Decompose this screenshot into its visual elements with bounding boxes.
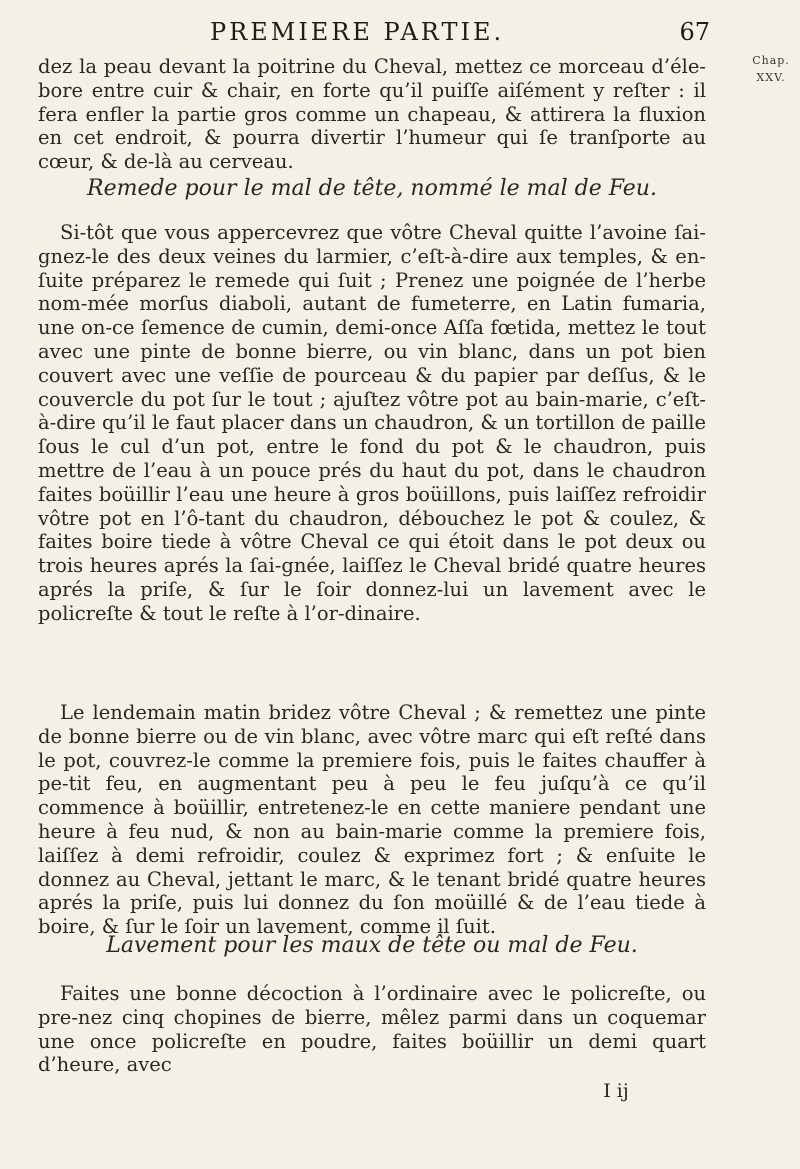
- margin-note-chapter: Chap.: [752, 54, 790, 67]
- paragraph-next-day: Le lendemain matin bridez vôtre Cheval ; & remettez une pinte de bonne bierre ou de vin blanc, avec vôtre marc qui eſt reſté dans le pot, couvrez-le comme la premiere fois, puis le faites chauffer à pe-tit feu, en augmentant peu à peu le feu juſqu’à ce qu’il commence à boüillir, entretenez-le en cette maniere pendant une heure à feu nud, & non au bain-marie comme la premiere fois, laiſſez à demi refroidir, coulez & exprimez fort ; & enſuite le donnez au Cheval, jettant le marc, & le tenant bridé quatre heures aprés la priſe, puis lui donnez du ſon moüillé & de l’eau tiede à boire, & ſur le ſoir un lavement, comme il ſuit.: [38, 701, 706, 939]
- heading-lavement: Lavement pour les maux de tête ou mal de Feu.: [106, 933, 638, 958]
- paragraph-intro: dez la peau devant la poitrine du Cheval, mettez ce morceau d’éle-bore entre cuir & chair, en forte qu’il puiſſe aiſément y reſter : il fera enfler la partie gros comme un chapeau, & attirera la fluxion en cet endroit, & pourra divertir l’humeur qui ſe tranſporte au cœur, & de-là au cerveau.: [38, 55, 706, 174]
- margin-note-number: XXV.: [756, 71, 786, 84]
- signature-mark: I ij: [603, 1080, 629, 1102]
- running-title: PREMIERE PARTIE.: [210, 18, 505, 46]
- heading-remedy: Remede pour le mal de tête, nommé le mal de Feu.: [87, 176, 657, 201]
- running-head: [210, 18, 710, 52]
- page-number: 67: [679, 18, 710, 46]
- paragraph-remedy: Si-tôt que vous appercevrez que vôtre Cheval quitte l’avoine ſai-gnez-le des deux veines du larmier, c’eſt-à-dire aux temples, & en-ſuite préparez le remede qui ſuit ; Prenez une poignée de l’herbe nom-mée morſus diaboli, autant de fumeterre, en Latin fumaria, une on-ce ſemence de cumin, demi-once Aſſa fœtida, mettez le tout avec une pinte de bonne bierre, ou vin blanc, dans un pot bien couvert avec une veſſie de pourceau & du papier par deſſus, & le couvercle du pot ſur le tout ; ajuſtez vôtre pot au bain-marie, c’eſt-à-dire qu’il le faut placer dans un chaudron, & un tortillon de paille ſous le cul d’un pot, entre le fond du pot & le chaudron, puis mettre de l’eau à un pouce prés du haut du pot, dans le chaudron faites boüillir l’eau une heure à gros boüillons, puis laiſſez refroidir vôtre pot en l’ô-tant du chaudron, débouchez le pot & coulez, & faites boire tiede à vôtre Cheval ce qui étoit dans le pot deux ou trois heures aprés la ſai-gnée, laiſſez le Cheval bridé quatre heures aprés la priſe, & ſur le ſoir donnez-lui un lavement avec le policreſte & tout le reſte à l’or-dinaire.: [38, 221, 706, 625]
- chapter-margin-note: [748, 52, 794, 86]
- paragraph-lavement: Faites une bonne décoction à l’ordinaire avec le policreſte, ou pre-nez cinq chopines de bierre, mêlez parmi dans un coquemar une once policreſte en poudre, faites boüillir un demi quart d’heure, avec: [38, 982, 706, 1077]
